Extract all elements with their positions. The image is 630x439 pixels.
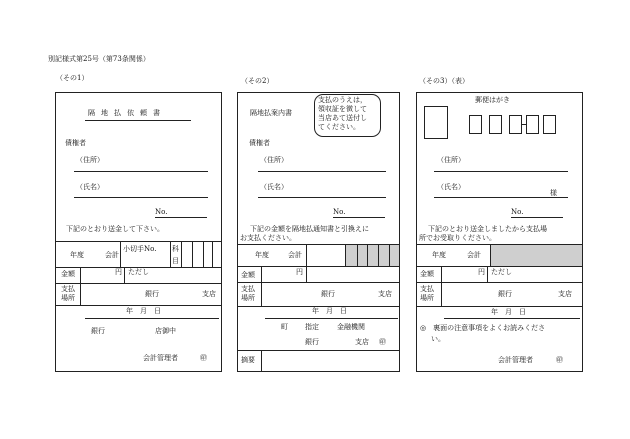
form2-seal: ㊞	[379, 338, 386, 346]
form3-note-line1: ◎ 裏面の注意事項をよくお読みくださ	[420, 324, 546, 332]
form2-title: 隔地払案内書	[250, 109, 292, 117]
form1-address-label: （住所）	[76, 156, 104, 164]
form2-address-line	[258, 171, 386, 172]
form3-name-line	[434, 197, 568, 198]
form3-note-line2: い。	[431, 335, 445, 343]
form3-officer: 会計管理者	[498, 356, 533, 364]
form2-bubble-line4: てください。	[318, 123, 360, 131]
form2-bubble-line3: 当店あて送付し	[318, 114, 367, 122]
form2-label: （その2）	[241, 77, 274, 85]
form1-officer: 会計管理者	[143, 354, 178, 362]
form2-text-line2: お支払ください。	[240, 234, 296, 242]
form1-creditor-label: 債権者	[65, 139, 86, 147]
form3-address-label: （住所）	[437, 156, 465, 164]
form1-kaikei: 会計	[105, 251, 119, 259]
form2-nendo: 年度	[255, 251, 269, 259]
form1-moku: 目	[172, 257, 179, 265]
form2-address-label: （住所）	[260, 156, 288, 164]
form1-nendo: 年度	[70, 251, 84, 259]
form3-tadashi: ただし	[491, 268, 512, 276]
form2-bubble-line2: 領収証を徴して	[318, 105, 367, 113]
form1-ka: 科	[172, 245, 179, 253]
form3-postal-box-3	[509, 115, 522, 134]
form1-title: 隔地払依頼書	[88, 109, 166, 117]
form3-sama: 様	[550, 189, 557, 197]
form1-date: 年 月 日	[126, 307, 161, 315]
form1-label: （その1）	[56, 74, 89, 82]
form3-name-label: （氏名）	[437, 183, 465, 191]
form1-en: 円	[115, 268, 122, 276]
form3-ginko: 銀行	[498, 290, 512, 298]
form2-no-line	[333, 217, 385, 218]
form2-creditor-label: 債権者	[249, 139, 270, 147]
form1-ginko: 銀行	[145, 290, 159, 298]
form1-shiharai: 支払	[61, 285, 75, 293]
form2-name-line	[258, 197, 386, 198]
form2-branch: 支店	[355, 338, 369, 346]
form1-name-line	[74, 197, 208, 198]
form1-tenonchu: 店御中	[155, 327, 176, 335]
form1-tadashi: ただし	[128, 268, 149, 276]
form3-en: 円	[478, 268, 485, 276]
form2-kinyu: 金融機関	[337, 323, 365, 331]
form2-bubble-line1: 支払のうえは，	[318, 96, 367, 104]
form1-address-line	[74, 171, 208, 172]
form3-label: （その3）（表）	[419, 77, 469, 85]
form3-seal: ㊞	[556, 356, 563, 364]
form2-basho: 場所	[241, 294, 255, 302]
form2-gray-cell	[345, 245, 399, 266]
form1-kingaku: 金額	[61, 270, 75, 278]
form3-stamp-box	[424, 106, 448, 139]
form3-postal-box-2	[489, 115, 502, 134]
form2-name-label: （氏名）	[260, 183, 288, 191]
form3-no-label: No.	[511, 208, 524, 216]
form3-shiharai: 支払	[420, 285, 434, 293]
form3-nendo: 年度	[432, 251, 446, 259]
form2-machi: 町	[281, 323, 288, 331]
form3-postal-box-1	[469, 115, 482, 134]
form2-en: 円	[296, 268, 303, 276]
page-title: 別記様式第25号（第73条関係）	[48, 55, 150, 63]
form3-postal-box-5	[543, 115, 556, 134]
form3-address-line	[434, 171, 568, 172]
form3-basho: 場所	[420, 294, 434, 302]
form1-no-line	[155, 217, 207, 218]
form1-check-no: 小切手No.	[123, 245, 157, 253]
form3-text-line2: 所でお受取りください。	[419, 234, 496, 242]
form1-basho: 場所	[61, 294, 75, 302]
form1-remit-text: 下記のとおり送金して下さい。	[66, 225, 164, 233]
form2-ginko: 銀行	[321, 290, 335, 298]
form3-text-line1: 下記のとおり送金しましたから支払場	[428, 225, 547, 233]
form3-shiten: 支店	[558, 290, 572, 298]
form2-text-line1: 下記の金額を隔地払通知書と引換えに	[250, 225, 369, 233]
form3-postal-box-4	[526, 115, 539, 134]
form1-seal: ㊞	[200, 354, 207, 362]
form2-tekiyo: 摘要	[241, 356, 255, 364]
form2-no-label: No.	[333, 208, 346, 216]
form3-date: 年 月 日	[491, 308, 526, 316]
form2-date: 年 月 日	[312, 307, 347, 315]
form1-name-label: （氏名）	[76, 183, 104, 191]
form2-kaikei: 会計	[288, 251, 302, 259]
form2-shitei: 指定	[305, 323, 319, 331]
form2-kingaku: 金額	[241, 271, 255, 279]
form1-no-label: No.	[155, 208, 168, 216]
form3-postcard-title: 郵便はがき	[475, 96, 510, 104]
form1-bank: 銀行	[91, 327, 105, 335]
form3-kaikei: 会計	[467, 251, 481, 259]
form1-shiten: 支店	[202, 290, 216, 298]
form2-bank: 銀行	[305, 338, 319, 346]
form2-shiharai: 支払	[241, 285, 255, 293]
form3-kingaku: 金額	[420, 270, 434, 278]
form2-shiten: 支店	[378, 290, 392, 298]
form3-gray-cell	[490, 245, 582, 266]
form3-no-line	[511, 217, 563, 218]
